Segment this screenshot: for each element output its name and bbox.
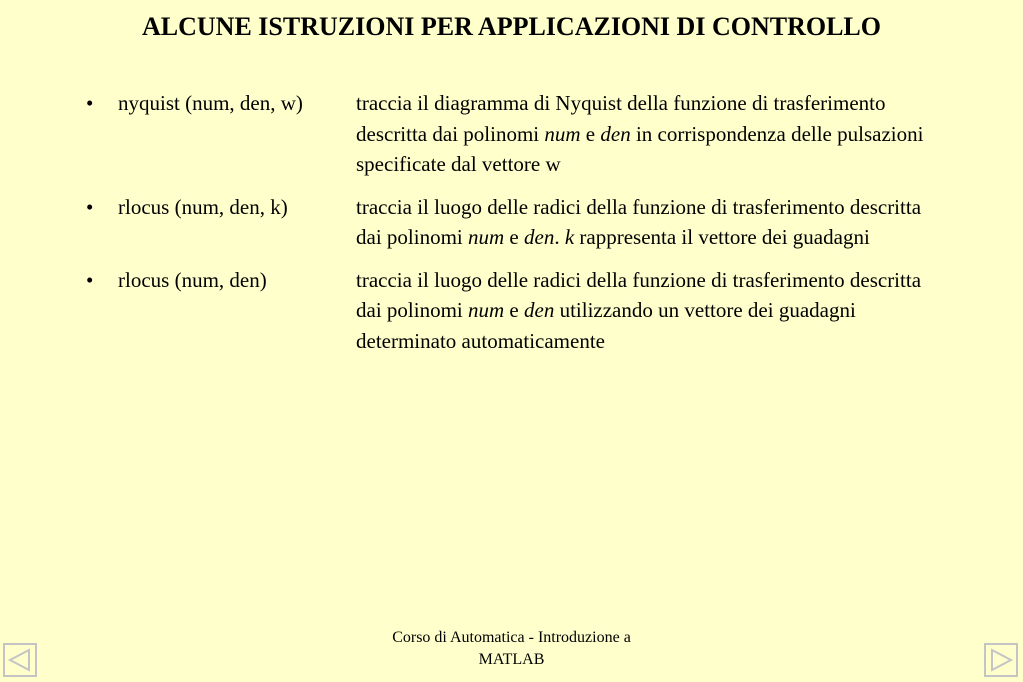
list-item-nyquist: [86, 88, 986, 180]
footer-caption: [360, 627, 663, 671]
desc-text: traccia il luogo delle radici della funzione di trasferimento descritta dai polinomi: [356, 194, 922, 249]
desc-text: traccia il luogo delle radici della funzione di trasferimento descritta dai polinomi: [356, 267, 922, 322]
desc-emphasis: den: [600, 121, 631, 146]
desc-emphasis: den: [524, 225, 555, 249]
bullet: •: [86, 194, 94, 219]
desc-emphasis: num: [544, 121, 581, 146]
list-item-rlocus: [86, 265, 986, 357]
bullet: •: [86, 91, 94, 115]
desc-text: rappresenta il vettore dei guadagni: [574, 225, 870, 249]
desc-text: .: [554, 225, 565, 249]
desc-text: in corrispondenza delle pulsazioni specificate dal vettore w: [356, 121, 924, 176]
desc-emphasis: num: [468, 298, 505, 322]
command-description: [356, 88, 946, 180]
desc-text: e: [580, 121, 601, 146]
desc-text: traccia il diagramma di Nyquist della funzione di trasferimento descritta dai polinomi: [356, 91, 886, 146]
desc-text: e: [504, 225, 524, 249]
desc-text: utilizzando un vettore dei guadagni determinato automaticamente: [356, 298, 856, 353]
triangle-right-icon: [986, 645, 1016, 675]
footer-line: Corso di Automatica - Introduzione a: [392, 629, 631, 646]
command-description: [356, 265, 946, 357]
command-name: rlocus (num, den, k): [118, 194, 288, 219]
command-list: [86, 88, 986, 368]
slide-title: ALCUNE ISTRUZIONI PER APPLICAZIONI DI CONTROLLO: [142, 12, 881, 41]
list-item-rlocus-k: [86, 192, 986, 253]
previous-slide-button[interactable]: [3, 643, 37, 677]
command-name: nyquist (num, den, w): [118, 91, 303, 115]
command-description: [356, 192, 946, 253]
triangle-left-icon: [5, 645, 35, 675]
desc-emphasis: num: [468, 225, 505, 249]
command-name: rlocus (num, den): [118, 267, 267, 292]
desc-emphasis: den: [524, 298, 555, 322]
bullet: •: [86, 267, 94, 292]
next-slide-button[interactable]: [984, 643, 1018, 677]
desc-emphasis: k: [564, 225, 575, 249]
desc-text: e: [504, 298, 524, 322]
footer-line: MATLAB: [478, 651, 545, 668]
